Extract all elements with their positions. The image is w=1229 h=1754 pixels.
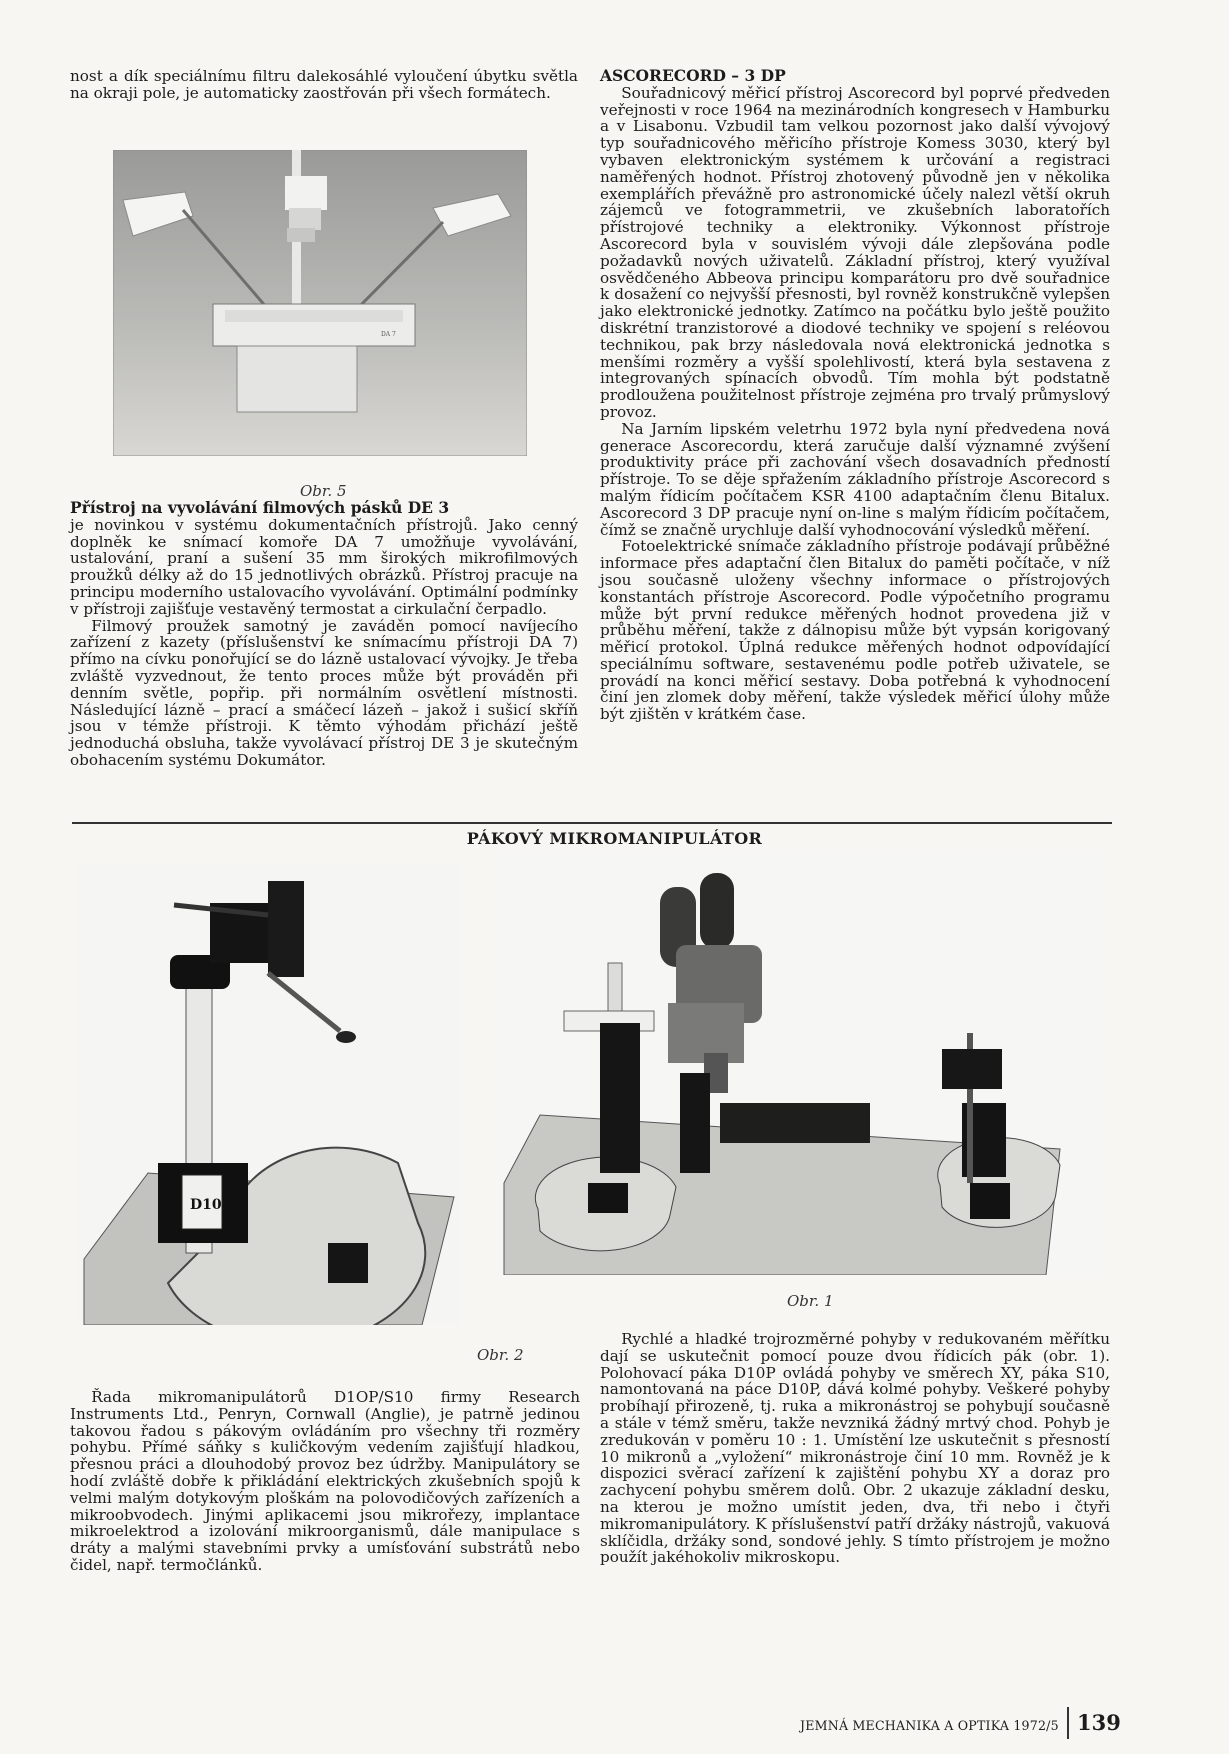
figure-5-photo bbox=[113, 150, 527, 456]
ascorecord-paragraph-2: Na Jarním lipském veletrhu 1972 byla nyní předvedena nová generace Ascorecordu, která zaručuje další významné zvýšení produktivity práce při zachování všech dosavadních předností přístroje. To se děje spřažením základního přístroje Ascorecord s malým řídicím počítačem KSR 4100 adaptačním členu Bitalux. Ascorecord 3 DP pracuje nyní on-line s malým řídicím počítačem, čímž se značně urychluje další vyhodnocování výsledků měření. bbox=[600, 419, 1110, 539]
de3-paragraph-2: Filmový proužek samotný je zaváděn pomocí navíjecího zařízení z kazety (příslušenství ke snímacímu přístroji DA 7) přímo na cívku ponořující se do lázně ustalovací vývojky. Je třeba zvláště vyzvednout, že tento proces může být prováděn při denním světle, popřip. při normálním osvětlení místnosti. Následující lázně – prací a smáčecí lázeň – jakož i sušicí skříň jsou v témže přístroji. K těmto výhodám přichází ještě jednoduchá obsluha, takže vyvolávací přístroj DE 3 je skutečným obohacením systému Dokumátor. bbox=[70, 616, 578, 769]
fig2-plate-label: D10 bbox=[190, 1197, 222, 1213]
journal-footer: JEMNÁ MECHANIKA A OPTIKA 1972/5 bbox=[800, 1718, 1059, 1733]
page-number: 139 bbox=[1077, 1710, 1121, 1735]
de3-article bbox=[70, 500, 578, 769]
mikro-left-article bbox=[70, 1389, 580, 1574]
left-column-intro bbox=[70, 68, 578, 102]
ascorecord-paragraph-3: Fotoelektrické snímače základního přístroje podávají průběžné informace přes adaptační člen Bitalux do paměti počítače, v níž jsou současně uloženy všechny informace o přístrojových konstantách přístroje Ascorecord. Podle výpočetního programu může být první redukce měřených hodnot provedena již v průběhu měření, takže z dálnopisu může být vypsán korigovaný měřicí protokol. Úplná redukce měřených hodnot odpovídající speciálnímu software, sestavenému podle potřeb uživatele, se provádí na konci měřicí sestavy. Doba potřebná k vyhodnocení činí jen zlomek doby měření, takže výsledek měřicí úlohy může být zjištěn v krátkém čase. bbox=[600, 537, 1110, 724]
mikro-right-article bbox=[600, 1331, 1110, 1566]
figure-2-photo bbox=[78, 863, 460, 1325]
fig5-plate-label: DA 7 bbox=[381, 331, 396, 338]
section-title: PÁKOVÝ MIKROMANIPULÁTOR bbox=[466, 829, 763, 848]
de3-heading: Přístroj na vyvolávání filmových pásků DE 3 bbox=[70, 498, 450, 517]
mikro-left-paragraph: Řada mikromanipulátorů D1OP/S10 firmy Research Instruments Ltd., Penryn, Cornwall (Anglie), je patrně jedinou takovou řadou s pákovým ovládáním pro všechny tři rozměry pohybu. Přímé sáňky s kuličkovým vedením zajišťují hladkou, přesnou práci a dlouhodobý provoz bez údržby. Manipulátory se hodí zvláště dobře k přikládání elektrických zkušebních spojů k velmi malým dotykovým ploškám na polovodičových zařízeních a mikroobvodech. Jinými aplikacemi jsou mikrořezy, implantace mikroelektrod a izolování mikroorganismů, dále manipulace s dráty a malými stavebními prvky a umísťování substrátů nebo čidel, např. termočlánků. bbox=[70, 1388, 580, 1574]
figure-5-caption: Obr. 5 bbox=[300, 482, 347, 500]
figure-2-caption: Obr. 2 bbox=[477, 1346, 524, 1364]
ascorecord-paragraph-1: Souřadnicový měřicí přístroj Ascorecord byl poprvé předveden veřejnosti v roce 1964 na mezinárodních kongresech v Hamburku a v Lisabonu. Vzbudil tam velkou pozornost jako další vývojový typ souřadnicového měřicího přístroje Komess 3030, který byl vybaven elektronickým systémem k určování a registraci naměřených hodnot. Přístroj zhotovený původně jen v několika exemplářích převážně pro astronomické účely nalezl větší okruh zájemců ve fotogrammetrii, ve zkušebních laboratořích přístrojové techniky a elektroniky. Výkonnost přístroje Ascorecord byla v souvislém vývoji dále zlepšována podle požadavků nových uživatelů. Základní přístroj, který využíval osvědčeného Abbeova principu komparátoru pro dvě souřadnice k dosažení co nejvyšší přesnosti, byl rovněž konstrukčně vylepšen jako elektronické jednotky. Zatímco na počátku bylo ještě použito diskrétní tranzistorové a diodové techniky ve spojení s reléovou technikou, pak brzy následovala nová elektronická jednotka s menšími rozměry a vyšší spolehlivostí, která byla sestavena z integrovaných spínacích obvodů. Tím mohla být podstatně prodloužena použitelnost přístroje zejména pro trvalý průmyslový provoz. bbox=[600, 83, 1110, 421]
section-divider bbox=[72, 822, 1112, 824]
intro-paragraph: nost a dík speciálnímu filtru dalekosáhlé vyloučení úbytku světla na okraji pole, je automaticky zaostřován při všech formátech. bbox=[70, 67, 578, 102]
ascorecord-article bbox=[600, 68, 1110, 723]
de3-paragraph-1: je novinkou v systému dokumentačních přístrojů. Jako cenný doplněk ke snímací komoře DA 7 umožňuje vyvolávání, ustalování, praní a sušení 35 mm širokých mikrofilmových proužků délky až do 15 jednotlivých obrázků. Přístroj pracuje na principu moderního ustalovacího vyvolávání. Optimální podmínky v přístroji zajišťuje vestavěný termostat a cirkulační čerpadlo. bbox=[70, 515, 578, 618]
figure-1-photo bbox=[500, 853, 1106, 1275]
footer-divider bbox=[1067, 1707, 1069, 1739]
figure-1-caption: Obr. 1 bbox=[787, 1292, 834, 1310]
mikro-right-paragraph: Rychlé a hladké trojrozměrné pohyby v redukovaném měřítku dají se uskutečnit pomocí pouze dvou řídicích pák (obr. 1). Polohovací páka D10P ovládá pohyby ve směrech XY, páka S10, namontovaná na páce D10P, dává kolmé pohyby. Veškeré pohyby probíhají přirozeně, tj. ruka a mikronástroj se pohybují současně a stále v témž směru, takže nevzniká žádný mrtvý chod. Pohyb je zredukován v poměru 10 : 1. Umístění lze uskutečnit s přesností 10 mikronů a „vyložení“ mikronástroje činí 10 mm. Rovněž je k dispozici svěrací zařízení k zajištění pohybu XY a doraz pro zachycení pohybu směrem dolů. Obr. 2 ukazuje základní desku, na kterou je možno umístit jeden, dva, tři nebo i čtyři mikromanipulátory. K příslušenství patří držáky nástrojů, vakuová sklíčidla, držáky sond, sondové jehly. S tímto přístrojem je možno použít jakéhokoliv mikroskopu. bbox=[600, 1330, 1110, 1567]
ascorecord-heading: ASCORECORD – 3 DP bbox=[600, 66, 786, 85]
